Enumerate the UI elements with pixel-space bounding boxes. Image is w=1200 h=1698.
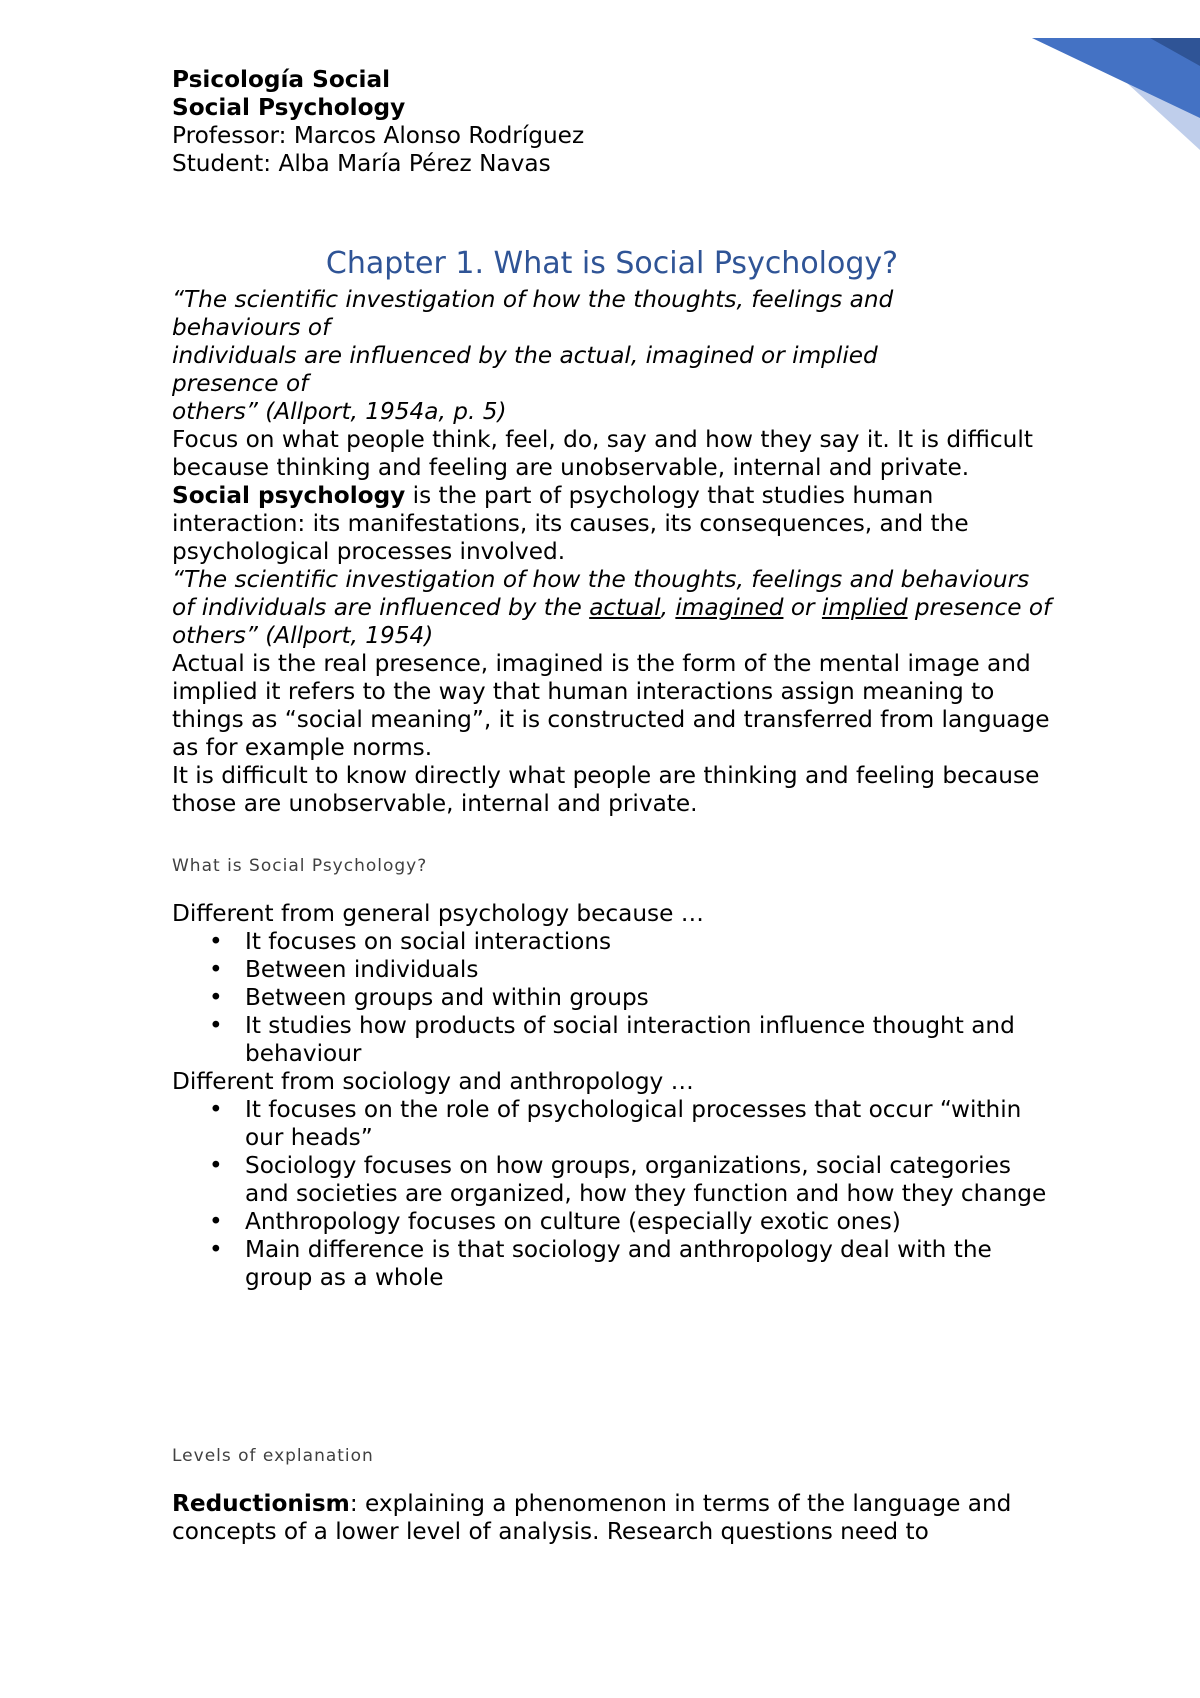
student-line: Student: Alba María Pérez Navas bbox=[172, 150, 551, 177]
list-item: • Sociology focuses on how groups, organizations, social categories and societies are organized, how they function and how they change bbox=[245, 1152, 1052, 1208]
chapter-title: Chapter 1. What is Social Psychology? bbox=[325, 246, 899, 281]
quote-line-1: “The scientific investigation of how the thoughts, feelings and bbox=[172, 286, 894, 313]
quote-sep: , bbox=[660, 594, 676, 621]
reductionism-term: Reductionism bbox=[172, 1490, 350, 1517]
section-heading-levels: Levels of explanation bbox=[172, 1446, 374, 1466]
quote-tail: presence of others” (Allport, 1954) bbox=[172, 594, 1052, 649]
definition-text: is the part of psychology that studies human interaction: its manifestations, its causes, its consequences, and the psychological processes involved. bbox=[172, 482, 969, 565]
quote-line-4: presence of bbox=[172, 370, 309, 397]
course-title-es: Psicología Social bbox=[172, 66, 391, 93]
actual-paragraph: Actual is the real presence, imagined is the form of the mental image and implied it refers to the way that human interactions assign meaning to things as “social meaning”, it is constructed and transferred from language as for example norms. bbox=[172, 650, 1050, 761]
quote-text: “The scientific investigation of how the thoughts, feelings and behaviours of individuals are influenced by the bbox=[172, 566, 1030, 621]
focus-paragraph: Focus on what people think, feel, do, say and how they say it. It is difficult because thinking and feeling are unobservable, internal and private. bbox=[172, 426, 1033, 481]
quote-sep: or bbox=[783, 594, 822, 621]
reductionism-paragraph bbox=[172, 1490, 1052, 1546]
quote-line-5: others” (Allport, 1954a, p. 5) bbox=[172, 398, 507, 425]
list-item: • Between groups and within groups bbox=[245, 984, 1052, 1012]
reductionism-text: : explaining a phenomenon in terms of the language and concepts of a lower level of analysis. Research questions need to bbox=[172, 1490, 1012, 1545]
general-psychology-intro: Different from general psychology because … bbox=[172, 900, 704, 927]
list-item: • It focuses on the role of psychological processes that occur “within our heads” bbox=[245, 1096, 1052, 1152]
list-item: • Main difference is that sociology and anthropology deal with the group as a whole bbox=[245, 1236, 1052, 1292]
list-item: • It focuses on social interactions bbox=[245, 928, 1052, 956]
sociology-list bbox=[172, 1096, 1052, 1292]
quote-imagined: imagined bbox=[675, 594, 784, 621]
professor-line: Professor: Marcos Alonso Rodríguez bbox=[172, 122, 585, 149]
definition-paragraph bbox=[172, 482, 1052, 566]
sociology-intro: Different from sociology and anthropology … bbox=[172, 1068, 694, 1095]
quote-line-2: behaviours of bbox=[172, 314, 331, 341]
definition-term: Social psychology bbox=[172, 482, 406, 509]
difficult-paragraph: It is difficult to know directly what people are thinking and feeling because those are unobservable, internal and private. bbox=[172, 762, 1040, 817]
list-item: • It studies how products of social interaction influence thought and behaviour bbox=[245, 1012, 1052, 1068]
allport-quote bbox=[172, 566, 1052, 650]
list-item: • Anthropology focuses on culture (especially exotic ones) bbox=[245, 1208, 1052, 1236]
general-psychology-list bbox=[172, 928, 1052, 1068]
document-page bbox=[172, 66, 1052, 1546]
course-title-en: Social Psychology bbox=[172, 94, 406, 121]
list-item: • Between individuals bbox=[245, 956, 1052, 984]
quote-actual: actual bbox=[589, 594, 661, 621]
section-heading-what-is: What is Social Psychology? bbox=[172, 856, 428, 876]
spacer bbox=[172, 1292, 1052, 1408]
quote-line-3: individuals are influenced by the actual, imagined or implied bbox=[172, 342, 878, 369]
quote-implied: implied bbox=[821, 594, 908, 621]
